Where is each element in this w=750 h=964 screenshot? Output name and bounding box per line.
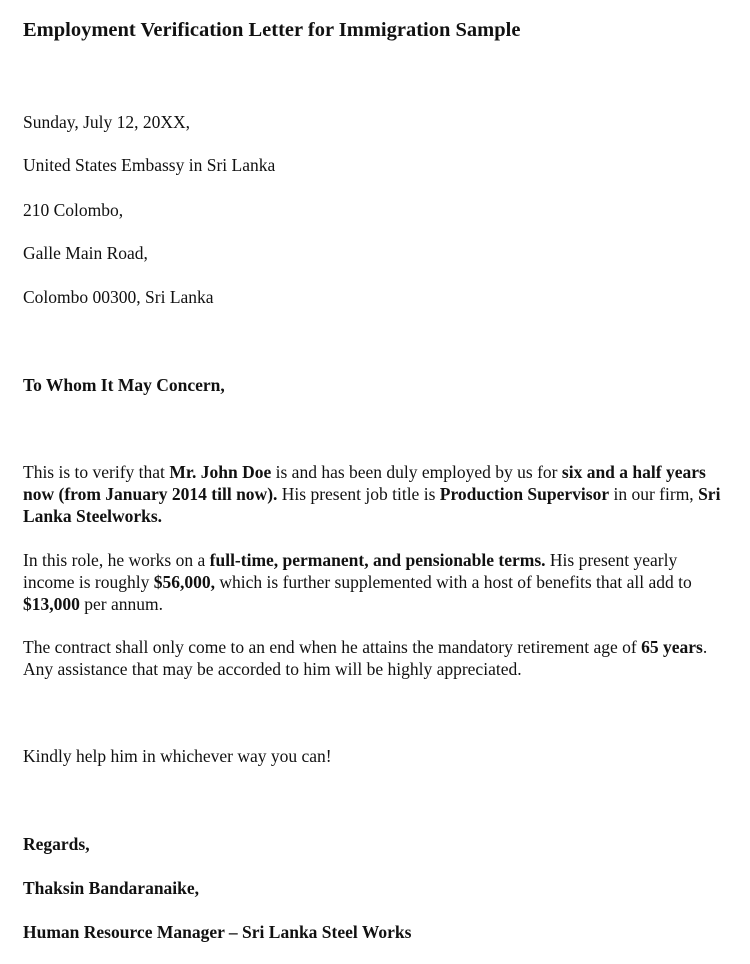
p1-text-3: His present job title is bbox=[277, 484, 440, 504]
p3-text-1: The contract shall only come to an end when he attains the mandatory retirement age of bbox=[23, 637, 642, 657]
address-line-3: Galle Main Road, bbox=[23, 243, 148, 263]
p1-text-2: is and has been duly employed by us for bbox=[271, 462, 562, 482]
salutation: To Whom It May Concern, bbox=[23, 375, 225, 395]
p1-text-4: in our firm, bbox=[609, 484, 699, 504]
p1-text-1: This is to verify that bbox=[23, 462, 170, 482]
regards: Regards, bbox=[23, 834, 90, 854]
retirement-age: 65 years bbox=[641, 637, 703, 657]
p2-text-1: In this role, he works on a bbox=[23, 550, 210, 570]
address-line-2: 210 Colombo, bbox=[23, 200, 124, 220]
employment-duration: six and a half years now (from January 2014 till now). bbox=[23, 462, 706, 504]
letter-date: Sunday, July 12, 20XX, bbox=[23, 112, 191, 132]
employment-terms: full-time, permanent, and pensionable terms. bbox=[209, 550, 546, 570]
paragraph-employment bbox=[23, 461, 733, 527]
paragraph-terms bbox=[23, 549, 733, 615]
p2-text-4: per annum. bbox=[79, 594, 163, 614]
company-name: Sri Lanka Steelworks. bbox=[23, 484, 721, 526]
yearly-income: $56,000, bbox=[153, 572, 215, 592]
p2-text-2: His present yearly income is roughly bbox=[23, 550, 678, 592]
job-title: Production Supervisor bbox=[439, 484, 610, 504]
p3-text-2: . Any assistance that may be accorded to him will be highly appreciated. bbox=[23, 637, 708, 679]
address-line-4: Colombo 00300, Sri Lanka bbox=[23, 287, 214, 307]
address-line-1: United States Embassy in Sri Lanka bbox=[23, 155, 276, 175]
paragraph-contract bbox=[23, 636, 733, 680]
employee-name: Mr. John Doe bbox=[169, 462, 272, 482]
signer-name: Thaksin Bandaranaike, bbox=[23, 878, 200, 898]
closing-line: Kindly help him in whichever way you can! bbox=[23, 746, 332, 766]
signer-title: Human Resource Manager – Sri Lanka Steel Works bbox=[23, 922, 412, 942]
document-title: Employment Verification Letter for Immigration Sample bbox=[23, 19, 521, 41]
benefits-amount: $13,000 bbox=[23, 594, 80, 614]
p2-text-3: which is further supplemented with a host of benefits that all add to bbox=[215, 572, 692, 592]
